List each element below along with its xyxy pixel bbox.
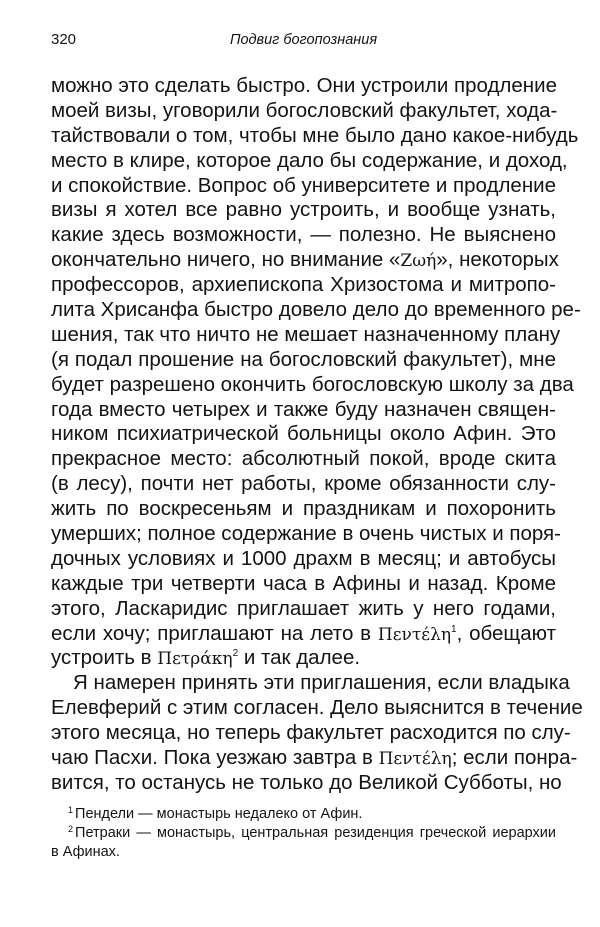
text-line: этого, Ласкаридис приглашает жить у него годами, <box>51 596 556 620</box>
text-fragment: », некоторых <box>436 248 559 272</box>
page-number: 320 <box>51 31 77 48</box>
text-line <box>51 646 556 671</box>
text-line: каждые три четверти часа в Афины и назад. Кроме <box>51 571 556 595</box>
text-fragment: если хочу; приглашают на лето в <box>51 621 378 645</box>
greek-word: Πεντέλη <box>377 624 452 645</box>
text-fragment: и так далее. <box>238 646 361 670</box>
text-line: лита Хрисанфа быстро довело дело до временного ре- <box>51 298 581 322</box>
text-line: визы я хотел все равно устроить, и вообще узнать, <box>51 198 556 222</box>
footnote-mark: 1 <box>68 805 74 815</box>
running-title: Подвиг богопознания <box>229 32 378 48</box>
body-text <box>51 74 583 796</box>
text-line <box>51 746 578 771</box>
footnote-text: Петраки — монастырь, центральная резиденция греческой иерархии <box>75 825 556 841</box>
text-line <box>51 248 559 273</box>
text-line: профессоров, архиепископа Хризостома и митропо- <box>51 273 556 297</box>
text-line: шения, так что ничто не мешает назначенному плану <box>51 322 561 346</box>
text-line: место в клире, которое дало бы содержание, и доход, <box>51 148 568 172</box>
text-fragment: ; если понра- <box>451 746 578 770</box>
text-line: Я намерен принять эти приглашения, если владыка <box>73 671 570 695</box>
greek-word: Ζωή <box>400 251 437 272</box>
text-line: вится, то останусь не только до Великой Субботы, но <box>51 770 562 794</box>
text-line: (в лесу), почти нет работы, кроме обязанности слу- <box>51 472 556 496</box>
text-line <box>51 622 556 647</box>
text-fragment: чаю Пасхи. Пока уезжаю завтра в <box>51 746 379 770</box>
text-line: умерших; полное содержание в очень чистых и поря- <box>51 522 561 546</box>
text-line: какие здесь возможности, — полезно. Не выяснено <box>51 223 556 247</box>
text-line: Елевферий с этим согласен. Дело выяснится в течение <box>51 696 583 720</box>
text-line: ником психиатрической больницы около Афин. Это <box>51 422 556 446</box>
footnote-ref[interactable]: 1 <box>451 623 457 635</box>
footnote-text: Пендели — монастырь недалеко от Афин. <box>75 806 363 822</box>
footnote-mark: 2 <box>68 824 74 834</box>
footnote-1 <box>51 805 556 824</box>
text-line: (я подал прошение на богословский факультет), мне <box>51 347 556 371</box>
greek-word: Πετράκη <box>157 649 233 670</box>
greek-word: Πεντέλη <box>378 749 452 770</box>
text-line: жить по воскресеньям и праздникам и похоронить <box>51 497 556 521</box>
text-line: дочных условиях и 1000 драхм в месяц; и автобусы <box>51 546 556 570</box>
text-line: можно это сделать быстро. Они устроили продление <box>51 74 557 97</box>
text-fragment: устроить в <box>51 646 158 670</box>
text-line: и спокойствие. Вопрос об университете и продление <box>51 173 556 197</box>
page-header <box>51 29 556 51</box>
text-line: тайствовали о том, чтобы мне было дано какое-нибудь <box>51 123 579 147</box>
text-line: года вместо четырех и также буду назначен священ- <box>51 397 556 421</box>
text-line: этого месяца, но теперь факультет расходится по слу- <box>51 721 571 745</box>
footnote-ref[interactable]: 2 <box>232 648 239 660</box>
text-line: прекрасное место: абсолютный покой, вроде скита <box>51 447 556 471</box>
footnote-2-continuation: в Афинах. <box>51 844 120 860</box>
text-line: моей визы, уговорили богословский факультет, хода- <box>51 98 558 122</box>
text-fragment: окончательно ничего, но внимание « <box>51 248 401 272</box>
footnote-2 <box>51 824 556 843</box>
text-fragment: , обещают <box>456 621 556 645</box>
text-line: будет разрешено окончить богословскую школу за два <box>51 372 574 396</box>
footnotes <box>51 805 556 862</box>
